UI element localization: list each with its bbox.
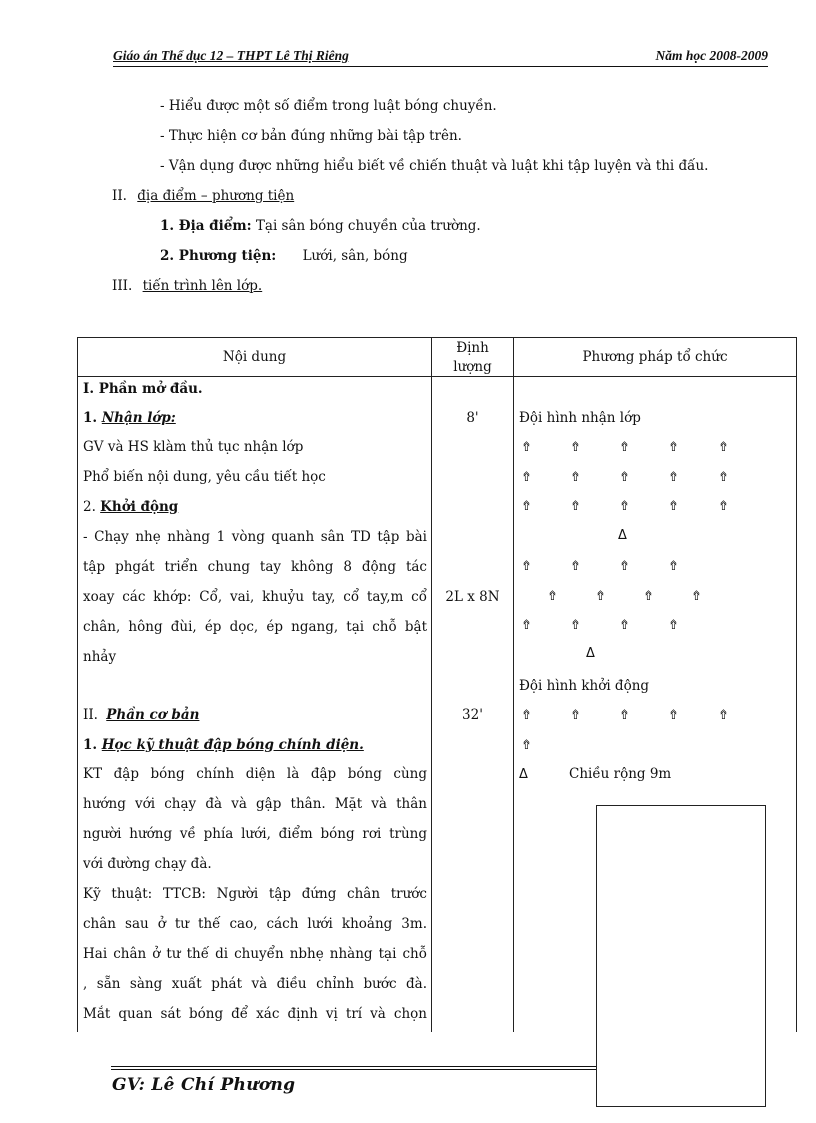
section-3-number: III. (112, 278, 133, 294)
student-icon: ⇮ (570, 708, 581, 723)
student-icon: ⇮ (619, 499, 630, 514)
step-3-number: 1. (83, 737, 102, 753)
objective-line-2: - Thực hiện cơ bản đúng những bài tập trên. (160, 128, 462, 144)
section-3-heading (112, 277, 262, 295)
student-icon: ⇮ (718, 440, 729, 455)
technique-line-5: Kỹ thuật: TTCB: Người tập đứng chân trước (83, 886, 427, 902)
table-col-divider-1 (431, 337, 432, 1032)
technique-line-3: người hướng về phía lưới, điểm bóng rơi trùng (83, 826, 427, 842)
student-icon: ⇮ (668, 708, 679, 723)
student-icon: ⇮ (547, 589, 558, 604)
equipment-text: Lưới, sân, bóng (302, 248, 408, 264)
section-2-heading (112, 187, 294, 205)
table-top-border (77, 337, 797, 338)
warmup-line-4: chân, hông đùi, ép dọc, ép ngang, tại chỗ bật (83, 619, 427, 635)
part-1-title (83, 380, 203, 398)
header-year: Năm học 2008-2009 (655, 48, 768, 63)
table-col-divider-2 (513, 337, 514, 1032)
footer-rule (111, 1066, 596, 1067)
step-2-heading (83, 498, 178, 516)
section-2-title: địa điểm – phương tiện (137, 188, 295, 204)
student-icon: ⇮ (668, 499, 679, 514)
header-content: Nội dung (222, 349, 287, 365)
step-2-title: Khởi động (100, 499, 179, 515)
warmup-line-5: nhảy (83, 649, 117, 665)
teacher-signature: GV: Lê Chí Phương (112, 1075, 296, 1095)
step-3-heading (83, 736, 364, 754)
technique-line-2: hướng với chạy đà và gập thân. Mặt và thân (83, 796, 427, 812)
equipment-line (160, 247, 408, 265)
table-left-border (77, 337, 78, 1032)
technique-line-6: chân sau ở tư thế cao, cách lưới khoảng 3m. (83, 916, 427, 932)
amount-2: 2L x 8N (445, 589, 500, 605)
location-label: 1. Địa điểm: (160, 218, 252, 234)
formation-reception-label: Đội hình nhận lớp (519, 410, 641, 426)
objective-line-3: - Vận dụng được những hiểu biết về chiến thuật và luật khi tập luyện và thi đấu. (160, 158, 709, 174)
student-icon: ⇮ (521, 440, 532, 455)
header-title: Giáo án Thể dục 12 – THPT Lê Thị Riêng (113, 48, 349, 63)
objective-line-1: - Hiểu được một số điểm trong luật bóng chuyền. (160, 98, 497, 114)
header-amount-line-2: lượng (453, 359, 492, 375)
student-icon: ⇮ (619, 559, 630, 574)
student-icon: ⇮ (718, 470, 729, 485)
student-icon: ⇮ (718, 499, 729, 514)
step-1-line-1: GV và HS klàm thủ tục nhận lớp (83, 439, 304, 455)
student-icon: ⇮ (521, 470, 532, 485)
amount-3: 32' (462, 707, 483, 723)
formation-warmup-label: Đội hình khởi động (519, 678, 650, 694)
teacher-icon: Δ (519, 767, 528, 782)
student-icon: ⇮ (595, 589, 606, 604)
step-3-title: Học kỹ thuật đập bóng chính diện. (101, 737, 364, 753)
table-header-border (77, 376, 797, 377)
student-icon: ⇮ (521, 618, 532, 633)
part-2-number: II. (83, 707, 98, 723)
student-icon: ⇮ (643, 589, 654, 604)
student-icon: ⇮ (668, 440, 679, 455)
footer-rule-thin (111, 1069, 596, 1070)
student-icon: ⇮ (521, 738, 532, 753)
student-icon: ⇮ (521, 708, 532, 723)
step-1-line-2: Phổ biến nội dung, yêu cầu tiết học (83, 469, 326, 485)
step-2-number: 2. (83, 499, 101, 515)
court-width-label: Chiều rộng 9m (569, 766, 672, 782)
page-header (113, 48, 768, 67)
part-2-heading (83, 706, 199, 724)
part-1-text: I. Phần mở đầu. (83, 381, 203, 397)
student-icon: ⇮ (619, 708, 630, 723)
header-method: Phương pháp tổ chức (582, 349, 728, 365)
student-icon: ⇮ (691, 589, 702, 604)
student-icon: ⇮ (521, 559, 532, 574)
student-icon: ⇮ (668, 470, 679, 485)
header-amount-line-1: Định (456, 340, 489, 356)
amount-1: 8' (466, 410, 479, 426)
table-right-border (796, 337, 797, 1032)
student-icon: ⇮ (570, 470, 581, 485)
student-icon: ⇮ (668, 559, 679, 574)
technique-line-7: Hai chân ở tư thế di chuyển nbhẹ nhàng tại chỗ (83, 946, 427, 962)
student-icon: ⇮ (619, 440, 630, 455)
student-icon: ⇮ (619, 470, 630, 485)
location-line (160, 217, 481, 235)
step-1-title: Nhận lớp: (101, 410, 176, 426)
equipment-label: 2. Phương tiện: (160, 248, 277, 264)
technique-line-4: với đường chạy đà. (83, 856, 212, 872)
technique-line-1: KT đập bóng chính diện là đập bóng cùng (83, 766, 427, 782)
student-icon: ⇮ (570, 440, 581, 455)
location-text: Tại sân bóng chuyền của trường. (255, 218, 481, 234)
teacher-icon: Δ (586, 646, 595, 661)
student-icon: ⇮ (619, 618, 630, 633)
warmup-line-3: xoay các khớp: Cổ, vai, khuỷu tay, cổ tay,m cổ (83, 589, 427, 605)
teacher-icon: Δ (618, 528, 627, 543)
student-icon: ⇮ (570, 499, 581, 514)
technique-line-9: Mắt quan sát bóng để xác định vị trí và chọn (83, 1006, 427, 1022)
step-1-heading (83, 409, 176, 427)
student-icon: ⇮ (521, 499, 532, 514)
technique-line-8: , sẵn sàng xuất phát và điều chỉnh bước đà. (83, 976, 427, 992)
student-icon: ⇮ (570, 618, 581, 633)
section-3-title: tiến trình lên lớp. (142, 278, 263, 294)
part-2-title: Phần cơ bản (106, 707, 200, 723)
step-1-number: 1. (83, 410, 102, 426)
section-2-number: II. (112, 188, 127, 204)
student-icon: ⇮ (570, 559, 581, 574)
warmup-line-2: tập phgát triển chung tay không 8 động tác (83, 559, 427, 575)
student-icon: ⇮ (668, 618, 679, 633)
warmup-line-1: - Chạy nhẹ nhàng 1 vòng quanh sân TD tập bài (83, 529, 427, 545)
court-diagram-box (596, 805, 766, 1107)
student-icon: ⇮ (718, 708, 729, 723)
